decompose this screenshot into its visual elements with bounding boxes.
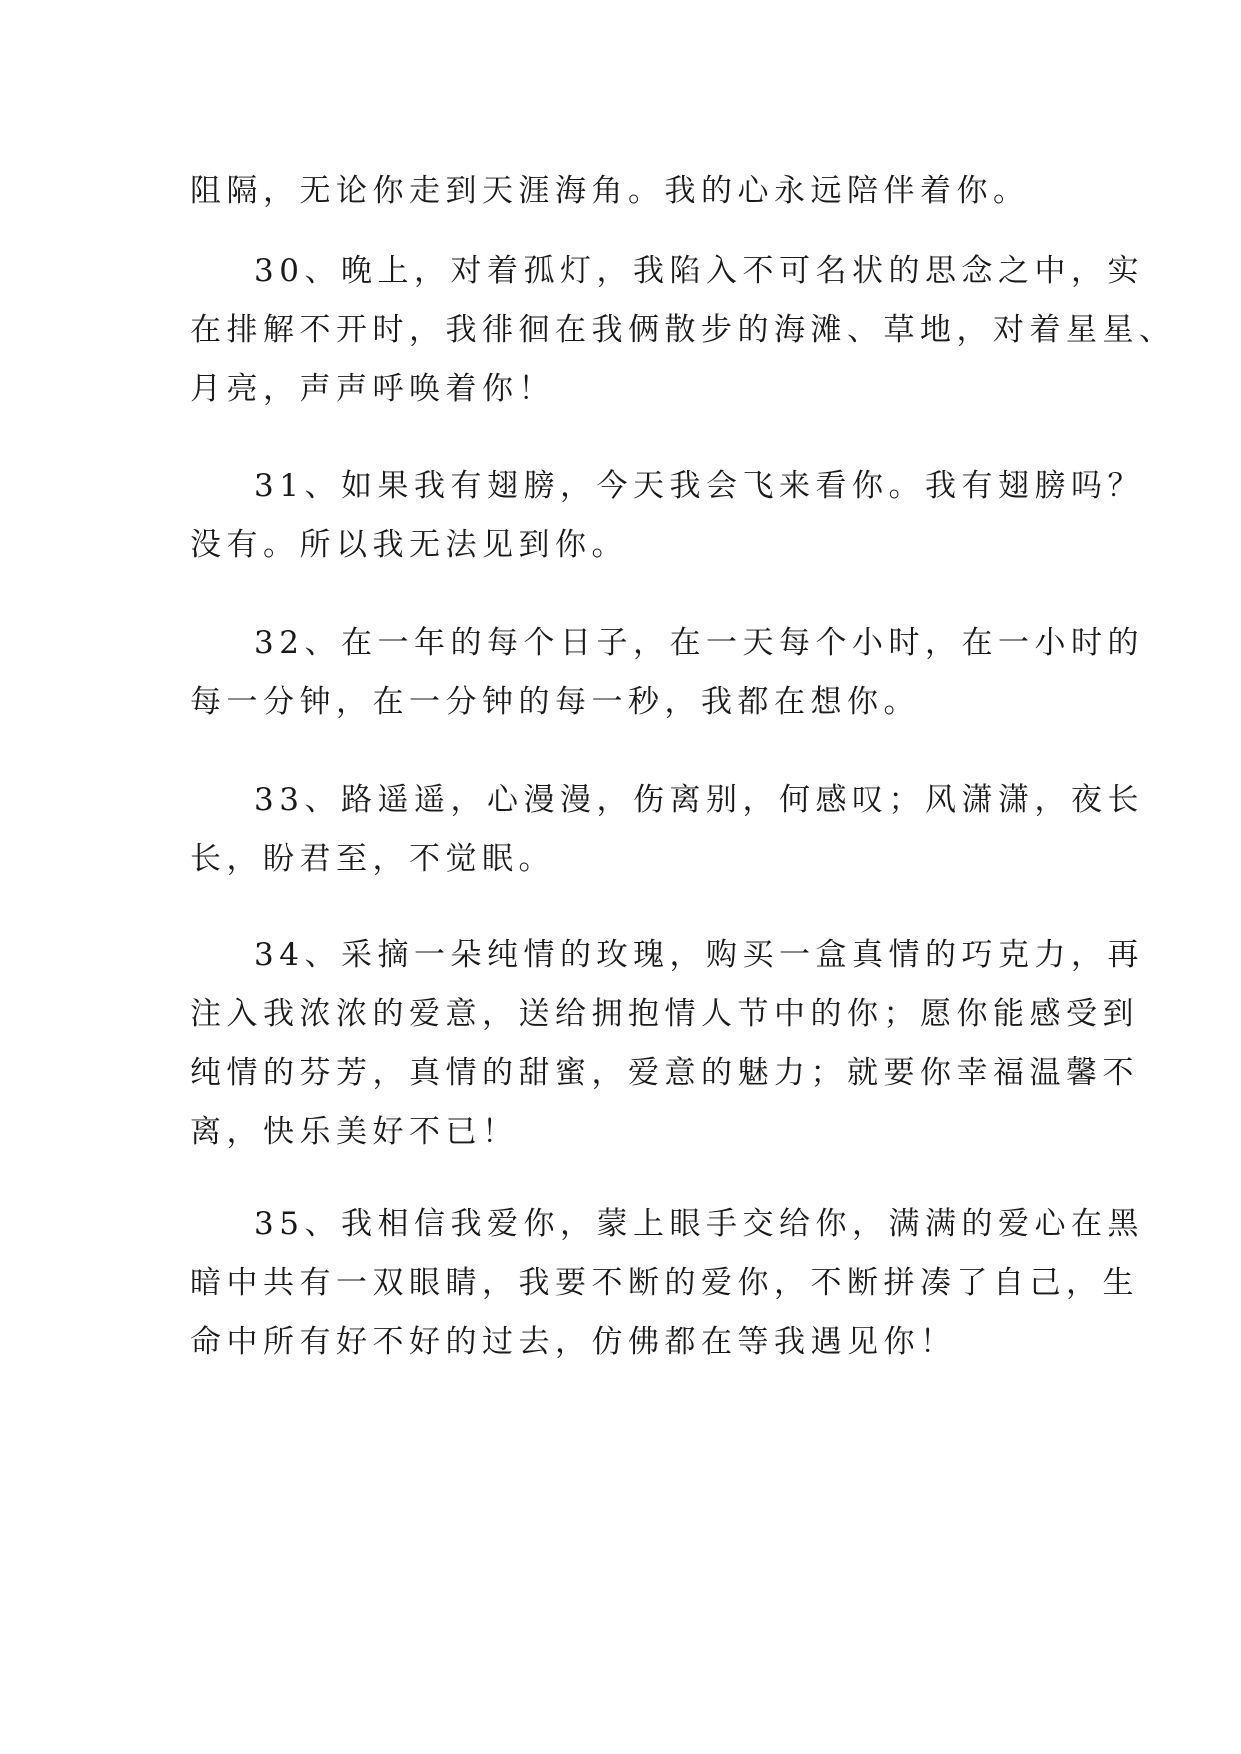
paragraph-line: 34、采摘一朵纯情的玫瑰，购买一盒真情的巧克力，再 [254, 937, 1144, 973]
paragraph-line: 每一分钟，在一分钟的每一秒，我都在想你。 [190, 684, 920, 720]
paragraph-32 [190, 614, 1144, 732]
paragraph-line: 30、晚上，对着孤灯，我陷入不可名状的思念之中，实 [254, 253, 1144, 289]
paragraph-line: 纯情的芬芳，真情的甜蜜，爱意的魅力；就要你幸福温馨不 [190, 1055, 1139, 1091]
paragraph-line: 没有。所以我无法见到你。 [190, 527, 628, 563]
paragraph-line: 31、如果我有翅膀，今天我会飞来看你。我有翅膀吗？ [254, 468, 1144, 504]
paragraph-line: 33、路遥遥，心漫漫，伤离别，何感叹；风潇潇，夜长 [254, 782, 1144, 818]
paragraph-29-continued [190, 162, 1062, 221]
paragraph-line: 阻隔，无论你走到天涯海角。我的心永远陪伴着你。 [190, 173, 1030, 209]
paragraph-35 [190, 1195, 1144, 1372]
paragraph-line: 在排解不开时，我徘徊在我俩散步的海滩、草地，对着星星、 [190, 312, 1176, 348]
paragraph-33 [190, 771, 1144, 889]
paragraph-line: 注入我浓浓的爱意，送给拥抱情人节中的你；愿你能感受到 [190, 996, 1139, 1032]
paragraph-30 [190, 242, 1176, 419]
paragraph-34 [190, 926, 1144, 1162]
paragraph-line: 命中所有好不好的过去，仿佛都在等我遇见你！ [190, 1324, 957, 1360]
paragraph-line: 离，快乐美好不已！ [190, 1114, 519, 1150]
paragraph-line: 32、在一年的每个日子，在一天每个小时，在一小时的 [254, 625, 1144, 661]
paragraph-31 [190, 457, 1144, 575]
paragraph-line: 月亮，声声呼唤着你！ [190, 371, 555, 407]
paragraph-line: 长，盼君至，不觉眠。 [190, 841, 555, 877]
paragraph-line: 暗中共有一双眼睛，我要不断的爱你，不断拼凑了自己，生 [190, 1265, 1139, 1301]
paragraph-line: 35、我相信我爱你，蒙上眼手交给你，满满的爱心在黑 [254, 1206, 1144, 1242]
